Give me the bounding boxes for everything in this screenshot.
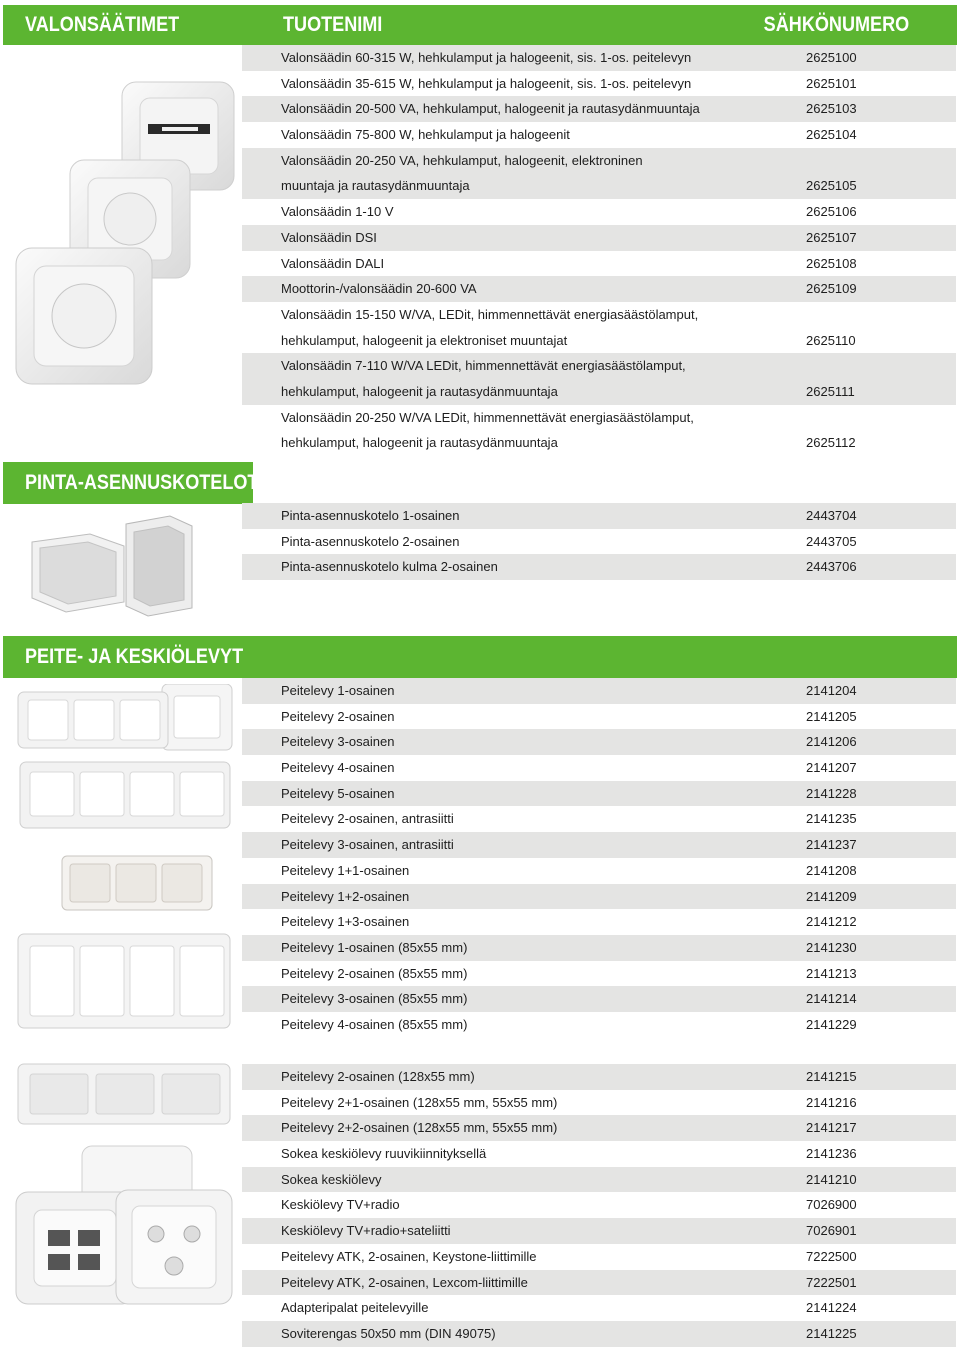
table-row: Valonsäädin 1-10 V 2625106 <box>281 204 857 220</box>
table-row: Peitelevy 1-osainen (85x55 mm) 2141230 <box>242 935 956 961</box>
surface-box-image <box>20 512 200 622</box>
section-band-pinta <box>3 462 259 504</box>
pinta-table <box>242 503 956 580</box>
section-title-valonsaatimet: VALONSÄÄTIMET <box>25 13 180 36</box>
table-row: muuntaja ja rautasydänmuuntaja 2625105 <box>242 173 956 199</box>
table-row: Peitelevy 2+1-osainen (128x55 mm, 55x55 mm) 2141216 <box>281 1094 857 1110</box>
table-row: Peitelevy 2+2-osainen (128x55 mm, 55x55 mm) 2141217 <box>242 1115 956 1141</box>
table-row: Valonsäädin 20-500 VA, hehkulamput, halogeenit ja rautasydänmuuntaja 2625103 <box>242 96 956 122</box>
table-row: Peitelevy ATK, 2-osainen, Keystone-liittimille 7222500 <box>281 1248 857 1264</box>
table-row: Peitelevy ATK, 2-osainen, Lexcom-liittimille 7222501 <box>242 1270 956 1296</box>
table-row: Peitelevy 3-osainen, antrasiitti 2141237 <box>242 832 956 858</box>
table-row: Peitelevy 3-osainen 2141206 <box>242 729 956 755</box>
table-row: Valonsäädin 35-615 W, hehkulamput ja halogeenit, sis. 1-os. peitelevyn 2625101 <box>281 75 857 91</box>
table-row: Valonsäädin 20-250 W/VA LEDit, himmennettävät energiasäästölamput, <box>281 409 694 425</box>
cover-plates-image <box>12 684 237 1034</box>
table-row: Valonsäädin 60-315 W, hehkulamput ja halogeenit, sis. 1-os. peitelevyn 2625100 <box>242 45 956 71</box>
column-header-sahkonumero: SÄHKÖNUMERO <box>763 13 909 36</box>
table-row: Peitelevy 2-osainen 2141205 <box>281 708 857 724</box>
section-title-peite: PEITE- JA KESKIÖLEVYT <box>25 645 244 668</box>
peite-table-2 <box>242 1064 956 1347</box>
table-row: Peitelevy 1+1-osainen 2141208 <box>281 862 857 878</box>
section-title-pinta: PINTA-ASENNUSKOTELOT <box>25 471 259 494</box>
table-row: Peitelevy 2-osainen (85x55 mm) 2141213 <box>281 965 857 981</box>
table-row: Pinta-asennuskotelo 1-osainen 2443704 <box>242 503 956 529</box>
table-row: Valonsäädin 75-800 W, hehkulamput ja halogeenit 2625104 <box>281 127 857 143</box>
valonsaatimet-table <box>242 45 956 456</box>
table-row: Peitelevy 2-osainen (128x55 mm) 2141215 <box>242 1064 956 1090</box>
table-row: Valonsäädin DALI 2625108 <box>281 255 857 271</box>
centre-plates-image <box>12 1062 237 1352</box>
table-row: Peitelevy 4-osainen (85x55 mm) 2141229 <box>281 1016 857 1032</box>
table-row: Peitelevy 4-osainen 2141207 <box>281 760 857 776</box>
table-row: hehkulamput, halogeenit ja elektroniset muuntajat 2625110 <box>281 332 856 348</box>
table-row: Moottorin-/valonsäädin 20-600 VA 2625109 <box>242 276 956 302</box>
peite-table-1 <box>242 678 956 1038</box>
dimmer-switch-image <box>12 78 237 463</box>
table-row: hehkulamput, halogeenit ja rautasydänmuuntaja 2625112 <box>281 435 856 451</box>
table-row: Keskiölevy TV+radio 7026900 <box>281 1197 857 1213</box>
table-row: Peitelevy 1+2-osainen 2141209 <box>242 884 956 910</box>
table-row: Peitelevy 3-osainen (85x55 mm) 2141214 <box>242 986 956 1012</box>
table-row: Adapteripalat peitelevyille 2141224 <box>281 1300 857 1316</box>
section-band-peite <box>3 636 957 678</box>
table-row: Peitelevy 1-osainen 2141204 <box>242 678 956 704</box>
table-row: Sokea keskiölevy ruuvikiinnityksellä 2141236 <box>281 1146 857 1162</box>
header-band <box>3 5 957 45</box>
table-row: Sokea keskiölevy 2141210 <box>242 1167 956 1193</box>
table-row: Pinta-asennuskotelo kulma 2-osainen 2443706 <box>242 554 956 580</box>
table-row: Keskiölevy TV+radio+sateliitti 7026901 <box>242 1218 956 1244</box>
table-row: Peitelevy 1+3-osainen 2141212 <box>281 914 857 930</box>
table-row: Peitelevy 2-osainen, antrasiitti 2141235 <box>281 811 857 827</box>
table-row: Valonsäädin DSI 2625107 <box>242 225 956 251</box>
table-row: Pinta-asennuskotelo 2-osainen 2443705 <box>281 533 857 549</box>
table-row: Valonsäädin 15-150 W/VA, LEDit, himmennettävät energiasäästölamput, <box>281 306 699 322</box>
table-row: hehkulamput, halogeenit ja rautasydänmuuntaja 2625111 <box>242 379 956 405</box>
table-row: Valonsäädin 7-110 W/VA LEDit, himmennettävät energiasäästölamput, <box>242 353 956 379</box>
table-row: Peitelevy 5-osainen 2141228 <box>242 781 956 807</box>
table-row: Valonsäädin 20-250 VA, hehkulamput, halogeenit, elektroninen <box>242 148 956 174</box>
table-row: Soviterengas 50x50 mm (DIN 49075) 2141225 <box>242 1321 956 1347</box>
column-header-tuotenimi: TUOTENIMI <box>283 13 383 36</box>
